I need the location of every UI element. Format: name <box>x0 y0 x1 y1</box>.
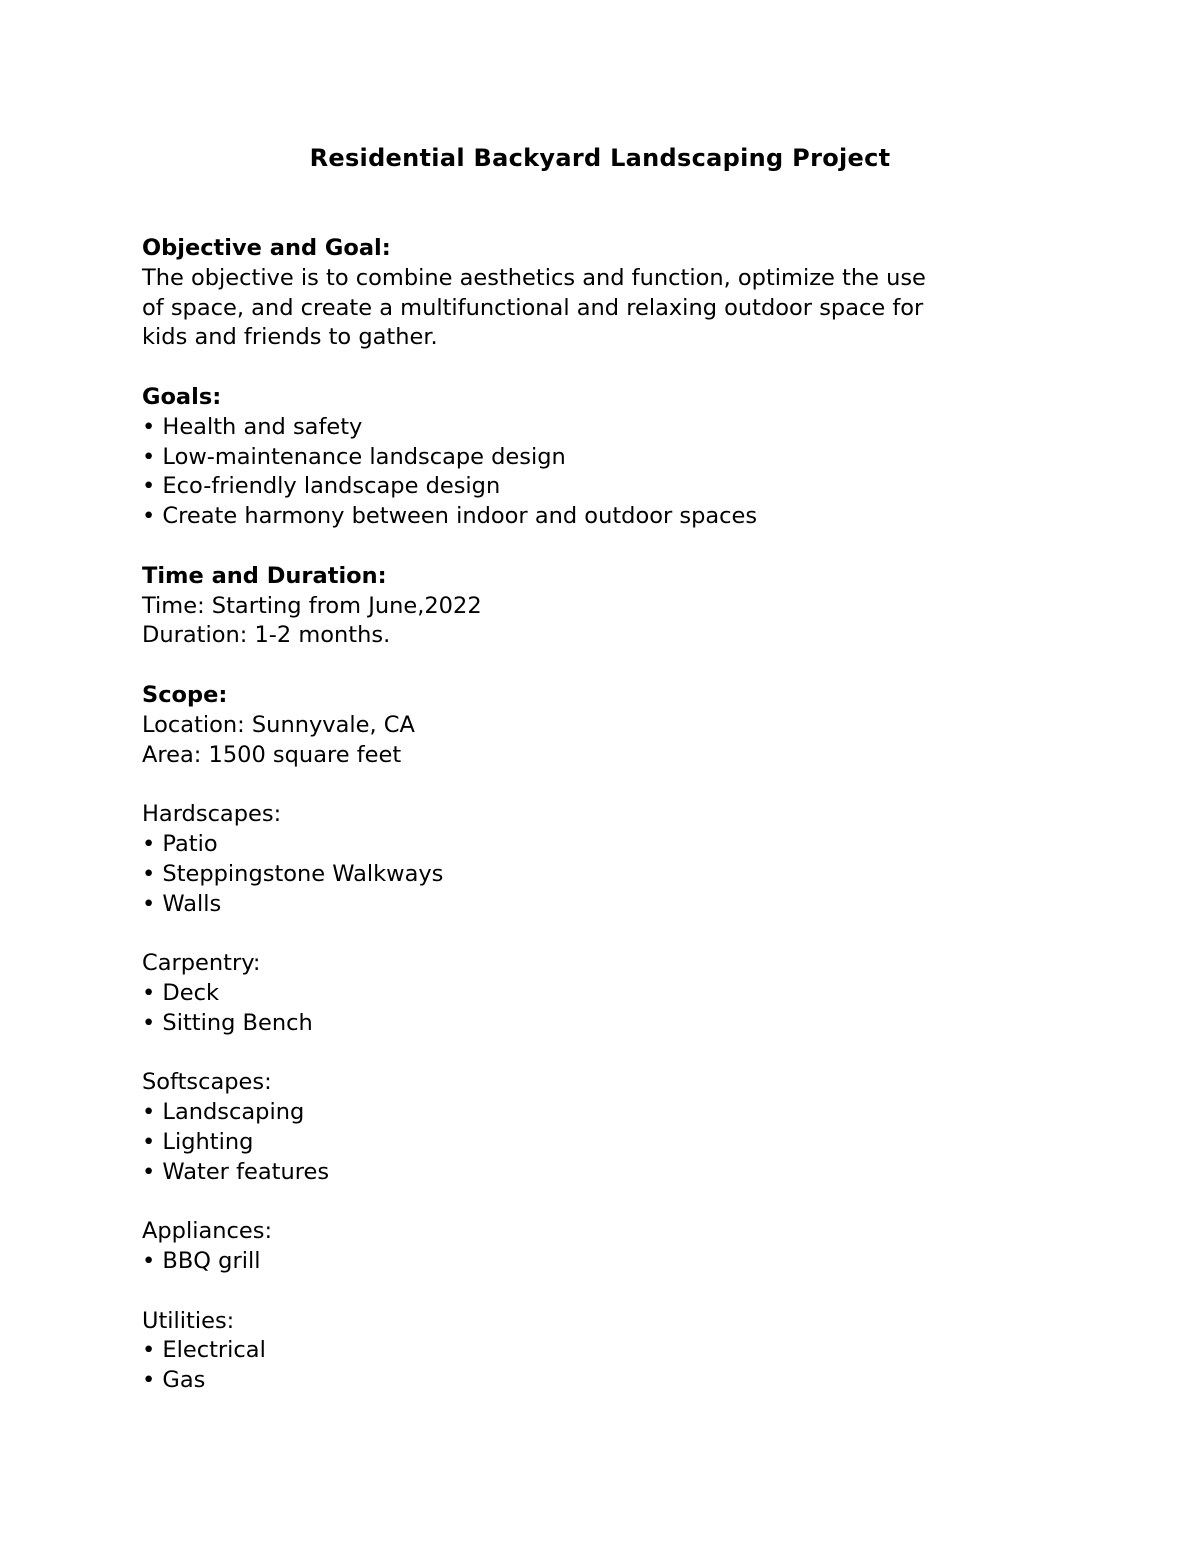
softscapes-item: • Water features <box>142 1158 330 1185</box>
spacer <box>142 919 1062 949</box>
utilities-item: • Electrical <box>142 1337 266 1364</box>
softscapes-item: • Lighting <box>142 1128 254 1155</box>
objective-heading: Objective and Goal: <box>142 235 391 261</box>
objective-line: The objective is to combine aesthetics and function, optimize the use <box>142 264 926 291</box>
area-line: Area: 1500 square feet <box>142 741 402 768</box>
duration-line: Duration: 1-2 months. <box>142 622 391 649</box>
time-heading: Time and Duration: <box>142 562 387 589</box>
spacer <box>142 1039 1062 1069</box>
goal-item: • Create harmony between indoor and outdoor spaces <box>142 503 758 530</box>
carpentry-item: • Deck <box>142 979 219 1006</box>
spacer <box>142 1188 1062 1218</box>
goal-item: • Low-maintenance landscape design <box>142 443 566 470</box>
document-body <box>142 234 1062 1396</box>
location-line: Location: Sunnyvale, CA <box>142 711 415 738</box>
objective-line: of space, and create a multifunctional and relaxing outdoor space for <box>142 294 924 321</box>
document-title: Residential Backyard Landscaping Project <box>309 144 891 172</box>
hardscapes-item: • Steppingstone Walkways <box>142 860 444 887</box>
objective-line: kids and friends to gather. <box>142 324 438 351</box>
spacer <box>142 651 1062 681</box>
spacer <box>142 353 1062 383</box>
carpentry-label: Carpentry: <box>142 950 261 977</box>
spacer <box>142 1277 1062 1307</box>
utilities-label: Utilities: <box>142 1307 235 1334</box>
spacer <box>142 770 1062 800</box>
softscapes-item: • Landscaping <box>142 1099 305 1126</box>
scope-heading: Scope: <box>142 681 228 708</box>
softscapes-label: Softscapes: <box>142 1069 272 1096</box>
appliances-item: • BBQ grill <box>142 1248 261 1275</box>
goal-item: • Eco-friendly landscape design <box>142 473 501 500</box>
hardscapes-item: • Patio <box>142 830 218 857</box>
carpentry-item: • Sitting Bench <box>142 1009 313 1036</box>
time-line: Time: Starting from June,2022 <box>142 592 482 619</box>
goal-item: • Health and safety <box>142 413 363 440</box>
hardscapes-item: • Walls <box>142 890 222 917</box>
appliances-label: Appliances: <box>142 1218 273 1245</box>
utilities-item: • Gas <box>142 1367 206 1394</box>
goals-heading: Goals: <box>142 383 222 410</box>
hardscapes-label: Hardscapes: <box>142 801 282 828</box>
spacer <box>142 532 1062 562</box>
